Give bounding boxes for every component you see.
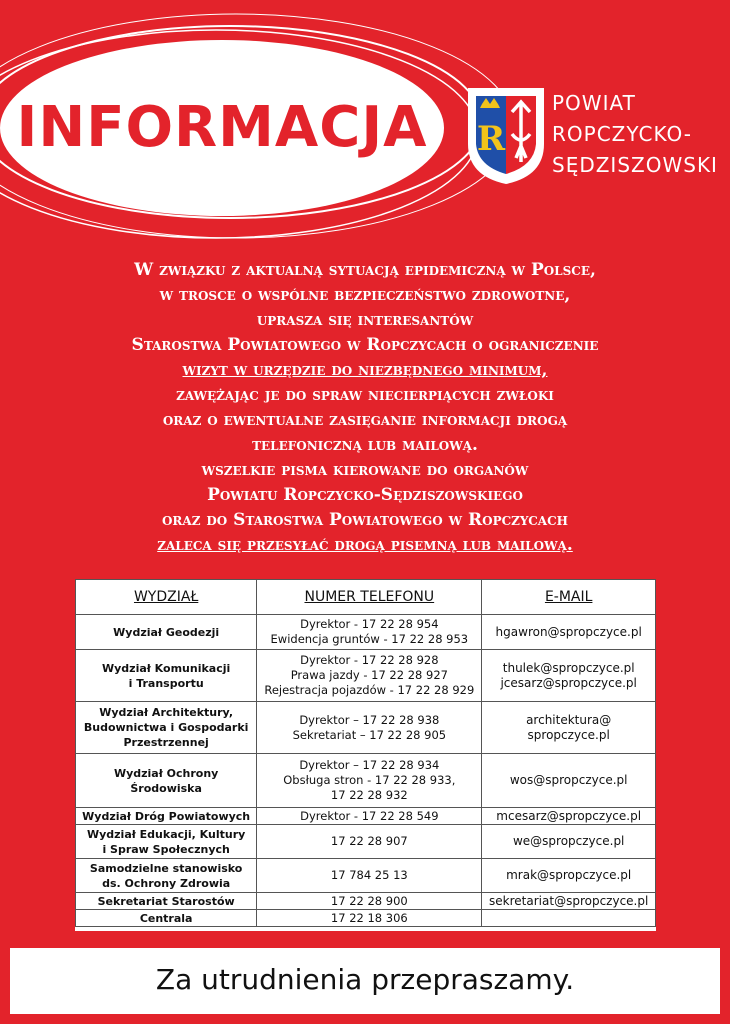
phone-cell-line: 17 22 28 907 [330,834,408,848]
phone-cell [257,910,482,927]
coat-of-arms-icon [466,86,546,186]
table-row [76,910,656,927]
phone-cell-line: Ewidencja gruntów - 17 22 28 953 [270,632,469,646]
header-department: WYDZIAŁ [76,580,257,615]
notice-line: zawężając je do spraw niecierpiących zwłoki [176,385,554,405]
department-cell-line: Wydział Geodezji [113,625,220,639]
table-row [76,615,656,650]
table-row [76,825,656,859]
header-phone: NUMER TELEFONU [257,580,482,615]
table-row [76,859,656,893]
email-cell[interactable] [482,893,656,910]
header-email: E-MAIL [482,580,656,615]
contact-table [75,579,656,927]
table-row [76,650,656,702]
phone-cell-line: Dyrektor - 17 22 28 954 [300,617,439,631]
department-cell-line: Sekretariat Starostów [97,894,235,908]
phone-cell-line: Obsługa stron - 17 22 28 933, [283,773,456,787]
phone-cell [257,859,482,893]
region-line-2: ROPCZYCKO- [552,122,692,146]
notice-line-underlined: zaleca się przesyłać drogą pisemną lub mailową. [157,535,573,555]
email-cell-line: thulek@spropczyce.pl [502,660,635,675]
email-cell-line: wos@spropczyce.pl [509,773,628,787]
phone-cell [257,893,482,910]
phone-cell [257,615,482,650]
email-cell-line: mcesarz@spropczyce.pl [496,808,642,823]
notice-line: oraz do Starostwa Powiatowego w Ropczycach [161,510,569,530]
email-cell [482,910,656,927]
email-cell[interactable] [482,808,656,825]
phone-cell [257,754,482,808]
department-cell-line: ds. Ochrony Zdrowia [102,876,231,890]
department-cell [76,754,257,808]
department-cell-line: Przestrzennej [123,736,209,749]
department-cell-line: Środowiska [130,781,202,795]
department-cell [76,615,257,650]
notice-line: uprasza się interesantów [256,310,474,330]
email-cell[interactable] [482,859,656,893]
department-cell-line: i Transportu [128,676,204,690]
department-cell-line: Wydział Ochrony [113,766,219,780]
phone-cell-line: Dyrektor - 17 22 28 928 [300,653,439,667]
department-cell-line: i Spraw Społecznych [102,842,230,856]
phone-cell-line: Prawa jazdy - 17 22 28 927 [290,668,448,682]
department-cell-line: Wydział Komunikacji [102,661,231,675]
email-cell-line: we@spropczyce.pl [512,834,625,848]
email-cell-line: spropczyce.pl [527,727,610,742]
department-cell-line: Samodzielne stanowisko [89,861,243,875]
department-cell [76,825,257,859]
phone-cell-line: Dyrektor – 17 22 28 938 [299,712,440,727]
email-cell-line: architektura@ [526,712,612,727]
table-row [76,702,656,754]
page-title: INFORMACJA [16,95,428,160]
department-cell [76,893,257,910]
phone-cell [257,650,482,702]
phone-cell-line: 17 22 28 900 [330,893,408,908]
email-cell[interactable] [482,650,656,702]
phone-cell-line: Rejestracja pojazdów - 17 22 28 929 [264,683,475,697]
department-cell [76,702,257,754]
phone-cell-line: Sekretariat – 17 22 28 905 [292,727,447,742]
table-header-row [76,580,656,615]
phone-cell-line: Dyrektor - 17 22 28 549 [300,808,439,823]
region-line-1: POWIAT [552,91,636,115]
department-cell-line: Wydział Architektury, [99,706,234,719]
email-cell-line: jcesarz@spropczyce.pl [500,675,637,690]
table-row [76,893,656,910]
email-cell[interactable] [482,702,656,754]
notice-line: wszelkie pisma kierowane do organów [201,460,529,480]
phone-cell [257,808,482,825]
phone-cell [257,702,482,754]
table-row [76,808,656,825]
region-line-3: SĘDZISZOWSKI [552,153,718,177]
department-cell-line: Wydział Dróg Powiatowych [82,809,251,823]
notice-line-underlined: wizyt w urzędzie do niezbędnego minimum, [182,360,548,380]
phone-cell [257,825,482,859]
contact-table-container [75,579,656,931]
table-row [76,754,656,808]
department-cell-line: Centrala [139,911,193,925]
region-name [552,88,722,181]
footer-apology: Za utrudnienia przepraszamy. [155,963,575,996]
email-cell-line: sekretariat@spropczyce.pl [489,893,649,908]
email-cell[interactable] [482,754,656,808]
shield-letter-r: R [476,119,506,159]
notice-line: telefoniczną lub mailową. [252,435,478,455]
notice-line: Powiatu Ropczycko-Sędziszowskiego [207,485,523,505]
email-cell-line: mrak@spropczyce.pl [506,868,632,882]
department-cell-line: Wydział Edukacji, Kultury [86,827,246,841]
phone-cell-line: 17 22 28 932 [330,788,408,802]
notice-line: Starostwa Powiatowego w Ropczycach o ograniczenie [131,335,599,355]
notice-text [20,258,710,558]
notice-line: W związku z aktualną sytuacją epidemiczną w Polsce, [134,260,596,280]
department-cell [76,859,257,893]
email-cell[interactable] [482,825,656,859]
phone-cell-line: Dyrektor – 17 22 28 934 [299,758,440,772]
department-cell [76,910,257,927]
email-cell[interactable] [482,615,656,650]
department-cell-line: Budownictwa i Gospodarki [83,721,249,734]
notice-line: w trosce o wspólne bezpieczeństwo zdrowotne, [159,285,571,305]
notice-line: oraz o ewentualne zasięganie informacji drogą [162,410,568,430]
phone-cell-line: 17 784 25 13 [330,868,408,882]
department-cell [76,650,257,702]
department-cell [76,808,257,825]
phone-cell-line: 17 22 18 306 [330,910,408,925]
email-cell-line: hgawron@spropczyce.pl [495,624,642,639]
